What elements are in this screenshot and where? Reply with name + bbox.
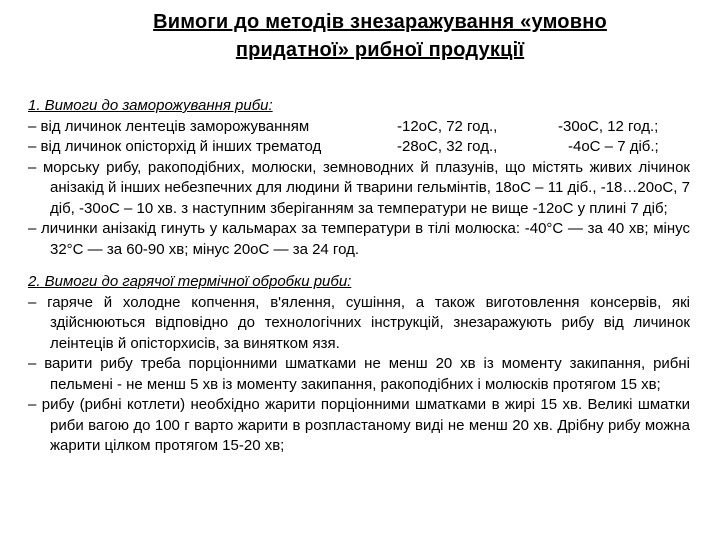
freeze-row-label: – від личинок опісторхід й інших трематод [28,138,322,155]
content-body [28,96,690,457]
freeze-row-tapeworm [28,117,690,138]
freeze-squid-paragraph: – личинки анізакід гинуть у кальмарах за температури в тілі молюска: -40°С — за 40 хв; мінус 32°С — за 60-90 хв; мінус 20оС — за 24 год. [28,220,690,258]
title-line-2: придатної» рибної продукції [235,39,525,61]
section-1-heading: 1. Вимоги до заморожування риби: [28,97,273,114]
freeze-option-1: -28оС, 32 год., [397,138,498,155]
freeze-row-trematode [28,137,690,158]
title-line-1: Вимоги до методів знезаражування «умовно [153,11,607,33]
section-2-heading: 2. Вимоги до гарячої термічної обробки риби: [28,273,352,290]
freeze-option-1: -12оС, 72 год., [397,117,498,135]
heat-frying-paragraph: – рибу (рибні котлети) необхідно жарити порціонними шматками в жирі 15 хв. Великі шматки риби вагою до 100 г варто жарити в розпластаному виді не менш 20 хв. Дрібну рибу можна жарити цілком протягом 15-20 хв; [28,396,690,454]
heat-boiling-paragraph: – варити рибу треба порціонними шматками не менш 20 хв із моменту закипання, рибні пельмені - не менш 5 хв із моменту закипання, ракоподібних і молюсків протягом 15 хв; [28,355,690,393]
heat-smoking-paragraph: – гаряче й холодне копчення, в'ялення, сушіння, а також виготовлення консервів, які здійснюються відповідно до технологічних інструкцій, знезаражують рибу від личинок леінтеців й опісторхисів, за винятком язя. [28,293,690,352]
freeze-option-2: -4оС – 7 діб.; [568,138,659,155]
slide-title [60,8,700,64]
freeze-row-label: – від личинок лентеців заморожуванням [28,117,310,135]
freeze-option-2: -30оС, 12 год.; [558,117,659,135]
freeze-seafood-paragraph: – морську рибу, ракоподібних, молюски, земноводних й плазунів, що містять живих лічинок анізакід й інших небезпечних для людини й тварини гельмінтів, 18оС – 11 діб., -18…20оС, 7 діб, -30оС – 10 хв. з наступним зберіганням за температури не вище -12оС у плині 7 діб; [28,158,690,217]
